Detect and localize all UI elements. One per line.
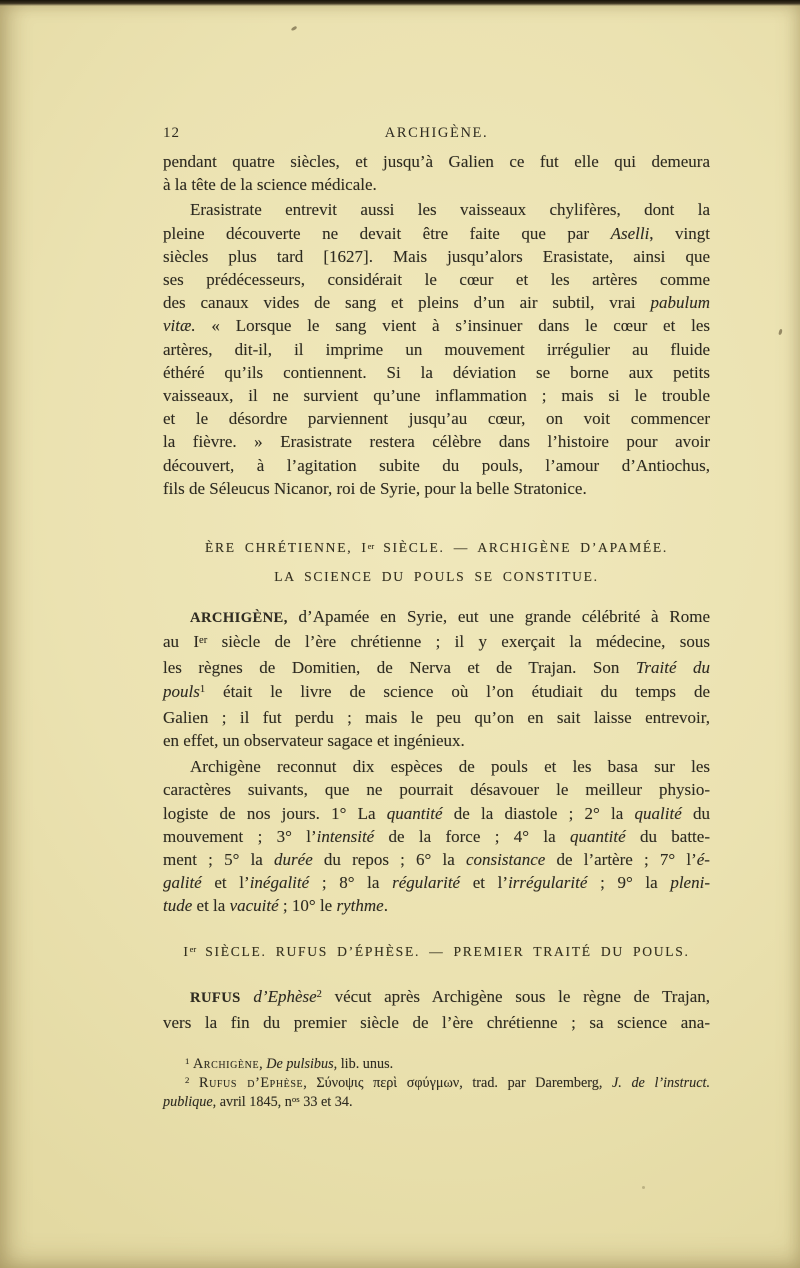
text-run: Galien ; il fut perdu ; mais le peu qu’on en sait laisse entrevoir,: [163, 707, 710, 727]
para-line: [163, 848, 710, 871]
para-line: [163, 173, 710, 196]
paragraph: [163, 198, 710, 500]
lead-smallcaps-name: ARCHIGÈNE,: [190, 610, 288, 627]
paragraph: [163, 605, 710, 752]
para-line: [163, 384, 710, 407]
superscript-reference: 1: [185, 1056, 190, 1067]
text-run: fils de Séleucus Nicanor, roi de Syrie, pour la belle Stratonice.: [163, 478, 587, 498]
italic-text: quantité: [386, 803, 443, 823]
text-run: était le livre de science où l’on étudiait du temps de: [205, 681, 710, 701]
lead-smallcaps-name: RUFUS: [190, 989, 241, 1006]
text-run: de la force ; 4° la: [374, 826, 570, 846]
text-run: pendant quatre siècles, et jusqu’à Galien ce fut elle qui demeura: [163, 152, 710, 171]
para-line: [163, 150, 710, 173]
text-run: SIÈCLE. — ARCHIGÈNE D’APAMÉE.: [374, 540, 668, 556]
footnote-line: [163, 1056, 710, 1075]
para-line: [163, 291, 710, 314]
footnote-line: [163, 1094, 710, 1113]
para-line: [163, 245, 710, 268]
para-line: [163, 630, 710, 656]
text-run: , lib. unus.: [333, 1056, 394, 1073]
text-run: de l’artère ; 7° l’: [545, 850, 697, 870]
heading-line: [163, 563, 710, 591]
running-title: ARCHIGÈNE.: [384, 125, 489, 141]
superscript-reference: 2: [316, 989, 322, 1001]
para-line: [163, 1011, 710, 1034]
para-line: [163, 802, 710, 825]
superscript-reference: 2: [185, 1075, 190, 1086]
text-run: ment ; 5° la: [163, 850, 275, 870]
text-run: les règnes de Domitien, de Nerva et de Trajan. Son: [163, 658, 636, 678]
text-run: .: [383, 896, 388, 916]
text-run: et l’: [201, 873, 250, 893]
para-line: [163, 198, 710, 221]
heading-line: [163, 534, 710, 563]
italic-text: pleni-: [670, 873, 710, 893]
text-run: SIÈCLE. RUFUS D’ÉPHÈSE. — PREMIER TRAITÉ DU POULS.: [196, 943, 690, 959]
para-line: [163, 680, 710, 706]
italic-text: qualité: [634, 803, 682, 823]
text-run: ; 8° la: [309, 873, 393, 893]
text-run: en effet, un observateur sagace et ingénieux.: [163, 731, 465, 751]
italic-text: vacuité: [229, 896, 279, 916]
italic-text: Aselli: [610, 223, 650, 243]
para-line: [163, 894, 710, 917]
italic-text: galité: [163, 873, 202, 893]
paragraph: [163, 150, 710, 196]
italic-text: J. de l’instruct.: [612, 1074, 711, 1091]
para-line: [163, 268, 710, 291]
para-line: [163, 729, 710, 752]
text-run: logiste de nos jours. 1° La: [163, 803, 387, 823]
para-line: [163, 314, 710, 337]
para-line: [163, 477, 710, 500]
text-run: , avril 1845, n: [212, 1093, 292, 1110]
text-run: caractères suivants, que ne pourrait désavouer le meilleur physio-: [163, 780, 710, 800]
text-run: 33 et 34.: [299, 1093, 353, 1110]
text-run: [241, 987, 254, 1006]
text-run: et l’: [460, 873, 509, 893]
text-run: à la tête de la science médicale.: [163, 175, 377, 195]
para-line: [163, 871, 710, 894]
italic-text: quantité: [569, 826, 626, 846]
text-run: vécut après Archigène sous le règne de Trajan,: [321, 986, 711, 1006]
para-line: [163, 778, 710, 801]
italic-text: De pulsibus: [266, 1056, 334, 1073]
page-content: [163, 0, 710, 1112]
text-run: I: [183, 943, 190, 959]
text-run: , Σύνοψις περὶ σφύγμων, trad. par Daremberg,: [303, 1074, 612, 1091]
text-run: ; 9° la: [587, 873, 671, 893]
text-run: découvert, à l’agitation subite du pouls, l’amour d’Antiochus,: [163, 455, 710, 475]
smallcaps-name: Archigène: [192, 1056, 260, 1073]
para-line: [163, 407, 710, 430]
paragraph: [163, 985, 710, 1034]
paper-speck: [778, 329, 782, 336]
superscript-reference: er: [189, 944, 197, 955]
page-header: [163, 122, 710, 144]
paragraph: [163, 755, 710, 917]
text-run: LA SCIENCE DU POULS SE CONSTITUE.: [274, 569, 599, 585]
heading-line: [163, 938, 710, 967]
italic-text: publique: [163, 1093, 213, 1110]
text-run: des canaux vides de sang et pleins d’un air subtil, vrai: [163, 293, 651, 313]
para-line: [163, 338, 710, 361]
text-run: Erasistrate entrevit aussi les vaisseaux chylifères, dont la: [190, 200, 710, 220]
text-run: la fièvre. » Erasistrate restera célèbre dans l’histoire pour avoir: [163, 432, 710, 452]
para-line: [163, 755, 710, 778]
footnote-line: [163, 1075, 710, 1094]
text-run: mouvement ; 3° l’: [163, 826, 317, 846]
text-run: au I: [163, 632, 200, 652]
text-run: « Lorsque le sang vient à s’insinuer dans le cœur et les: [195, 316, 710, 336]
section-heading: [163, 938, 710, 967]
para-line: [163, 605, 710, 630]
text-run: d’Apamée en Syrie, eut une grande célébrité à Rome: [287, 607, 710, 627]
footnotes: [163, 1056, 710, 1112]
section-heading: [163, 534, 710, 591]
text-run: [189, 1075, 199, 1091]
page-number: 12: [163, 125, 180, 141]
para-line: [163, 825, 710, 848]
superscript-reference: 1: [199, 684, 206, 696]
italic-text: régularité: [392, 873, 461, 893]
italic-text: consistance: [465, 850, 546, 870]
para-line: [163, 430, 710, 453]
text-run: de la diastole ; 2° la: [442, 803, 635, 823]
italic-text: Traité du: [635, 658, 711, 678]
text-run: ses prédécesseurs, considérait le cœur et les artères comme: [163, 270, 710, 290]
italic-text: inégalité: [249, 873, 310, 893]
text-run: siècles plus tard [1627]. Mais jusqu’alors Erasistate, ainsi que: [163, 246, 710, 266]
text-run: siècle de l’ère chrétienne ; il y exerçait la médecine, sous: [207, 632, 710, 652]
superscript-reference: os: [291, 1094, 300, 1104]
text-run: éthéré qu’ils contiennent. Si la déviation se borne aux petits: [163, 362, 710, 382]
text-run: du: [681, 803, 710, 823]
text-run: du repos ; 6° la: [312, 850, 466, 870]
text-run: ; 10° le: [278, 896, 337, 916]
text-flow: [163, 150, 710, 1112]
text-run: artères, dit-il, il imprime un mouvement irrégulier au fluide: [163, 339, 710, 359]
text-run: et la: [192, 896, 230, 916]
italic-text: pabulum: [650, 293, 710, 313]
paper-speck: [642, 1186, 645, 1189]
para-line: [163, 656, 710, 679]
italic-text: tude: [163, 896, 193, 916]
italic-text: durée: [274, 850, 313, 870]
italic-text: é-: [696, 850, 710, 870]
italic-text: rythme: [336, 896, 384, 916]
italic-text: d’Ephèse: [253, 986, 317, 1006]
text-run: du batte-: [625, 826, 710, 846]
text-run: pleine découverte ne devait être faite que par: [163, 223, 611, 243]
text-run: Archigène reconnut dix espèces de pouls et les basa sur les: [190, 757, 710, 777]
para-line: [163, 706, 710, 729]
text-run: vaisseaux, il ne survient qu’une inflammation ; mais si le trouble: [163, 386, 710, 406]
superscript-reference: er: [199, 634, 208, 646]
italic-text: vitæ.: [163, 316, 196, 336]
para-line: [163, 454, 710, 477]
italic-text: intensité: [316, 826, 375, 846]
para-line: [163, 222, 710, 245]
para-line: [163, 361, 710, 384]
text-run: ÈRE CHRÉTIENNE, I: [205, 540, 368, 556]
text-run: vers la fin du premier siècle de l’ère chrétienne ; sa science ana-: [163, 1012, 710, 1032]
text-run: , vingt: [649, 223, 710, 243]
para-line: [163, 985, 710, 1011]
superscript-reference: er: [367, 540, 375, 551]
italic-text: pouls: [163, 681, 200, 701]
text-run: et le désordre parviennent jusqu’au cœur, on voit commencer: [163, 409, 710, 429]
text-run: ,: [259, 1056, 267, 1073]
smallcaps-name: Rufus d’Ephèse: [199, 1074, 304, 1091]
italic-text: irrégularité: [508, 873, 588, 893]
